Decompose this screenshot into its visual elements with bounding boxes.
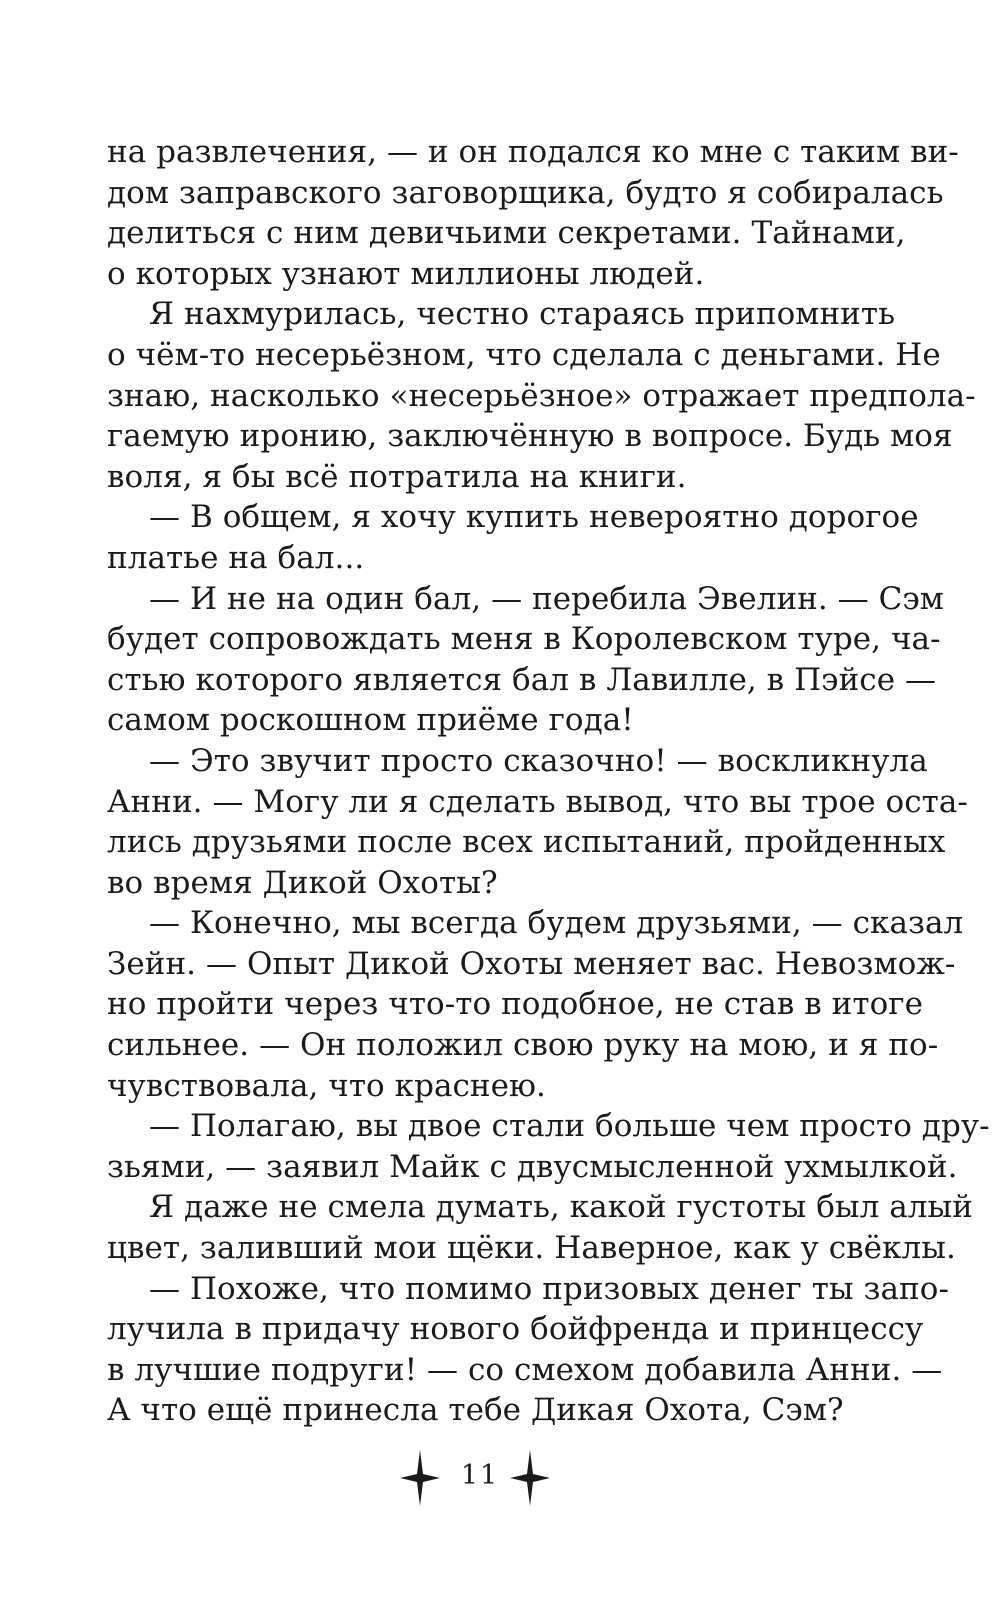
text-line: лись друзьями после всех испытаний, пройденных: [107, 824, 946, 861]
text-line: — И не на один бал, — перебила Эвелин. — Сэм: [149, 580, 944, 617]
page-footer: [0, 1448, 1000, 1508]
four-point-star-icon: [510, 1450, 550, 1506]
text-line: Анни. — Могу ли я сделать вывод, что вы трое оста-: [107, 783, 968, 820]
text-line: о чём-то несерьёзном, что сделала с деньгами. Не: [107, 336, 941, 373]
text-line: Зейн. — Опыт Дикой Охоты меняет вас. Невозмож-: [107, 945, 956, 982]
text-line: самом роскошном приёме года!: [107, 702, 634, 739]
text-line: сильнее. — Он положил свою руку на мою, и я по-: [107, 1027, 939, 1064]
text-line: — Похоже, что помимо призовых денег ты запо-: [149, 1270, 949, 1307]
four-point-star-icon: [400, 1450, 440, 1506]
text-line: чувствовала, что краснею.: [107, 1067, 546, 1104]
text-line: — Конечно, мы всегда будем друзьями, — сказал: [149, 905, 964, 942]
text-line: А что ещё принесла тебе Дикая Охота, Сэм?: [107, 1392, 844, 1429]
text-line: воля, я бы всё потратила на книги.: [107, 458, 687, 495]
text-line: лучила в придачу нового бойфренда и принцессу: [107, 1311, 924, 1348]
body-text: [107, 132, 990, 1431]
text-line: во время Дикой Охоты?: [107, 864, 498, 901]
text-line: в лучшие подруги! — со смехом добавила Анни. —: [107, 1351, 943, 1388]
text-line: — Это звучит просто сказочно! — воскликнула: [149, 742, 928, 779]
text-line: — Полагаю, вы двое стали больше чем просто дру-: [149, 1108, 990, 1145]
text-line: на развлечения, — и он подался ко мне с таким ви-: [107, 134, 959, 170]
text-line: о которых узнают миллионы людей.: [107, 255, 705, 292]
text-line: цвет, заливший мои щёки. Наверное, как у свёклы.: [107, 1230, 956, 1267]
text-line: зьями, — заявил Майк с двусмысленной ухмылкой.: [107, 1148, 958, 1185]
text-line: стью которого является бал в Лавилле, в Пэйсе —: [107, 661, 937, 698]
page-number: 11: [460, 1460, 500, 1491]
text-line: — В общем, я хочу купить невероятно дорогое: [149, 499, 919, 536]
text-line: Я нахмурилась, честно стараясь припомнить: [149, 296, 896, 333]
text-line: Я даже не смела думать, какой густоты был алый: [149, 1189, 973, 1226]
text-line: платье на бал...: [107, 539, 365, 576]
text-line: но пройти через что-то подобное, не став в итоге: [107, 986, 923, 1023]
text-line: знаю, насколько «несерьёзное» отражает предпола-: [107, 377, 976, 414]
text-line: гаемую иронию, заключённую в вопросе. Будь моя: [107, 418, 953, 455]
text-line: будет сопровождать меня в Королевском туре, ча-: [107, 621, 941, 658]
text-line: делиться с ним девичьими секретами. Тайнами,: [107, 215, 906, 252]
text-line: дом заправского заговорщика, будто я собиралась: [107, 174, 944, 211]
